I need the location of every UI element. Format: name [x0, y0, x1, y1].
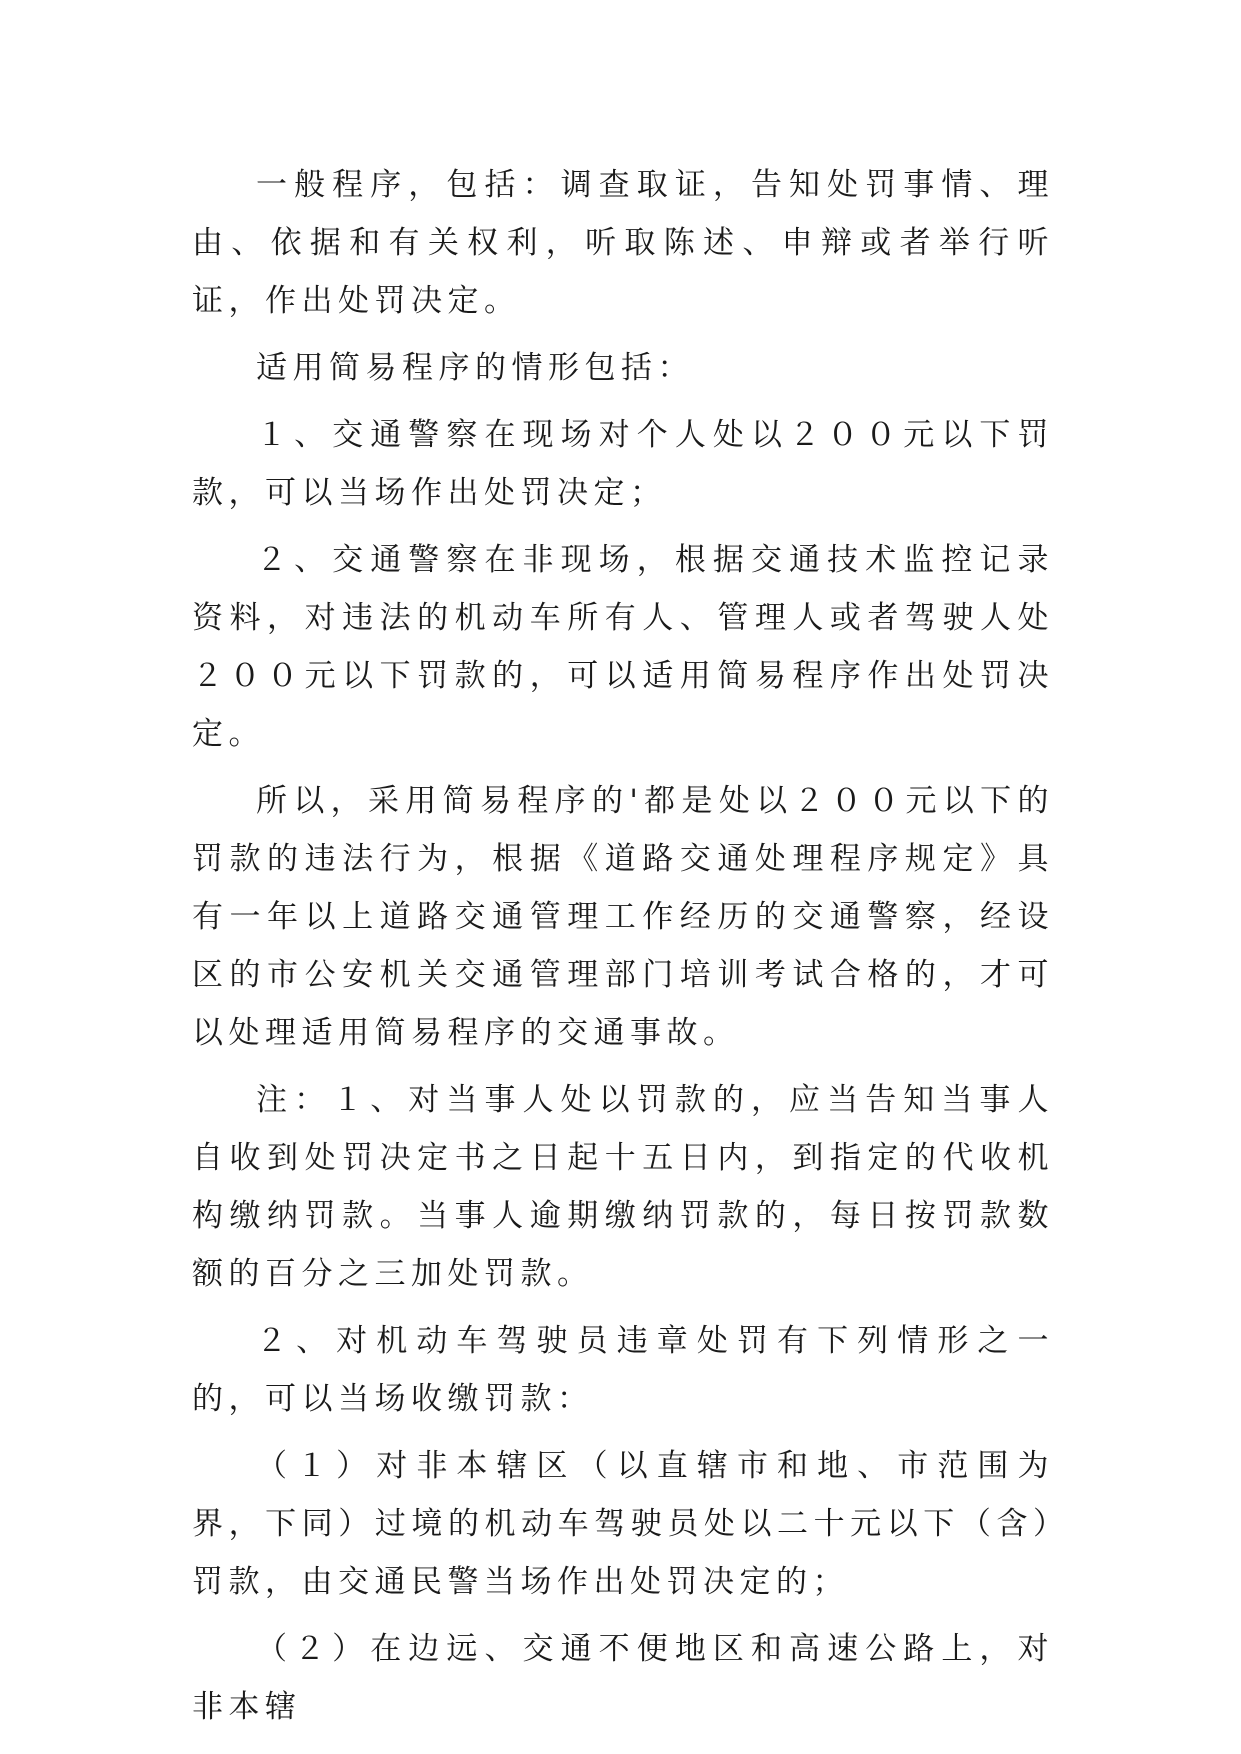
paragraph-general-procedure: 一般程序，包括：调查取证，告知处罚事情、理由、依据和有关权利，听取陈述、申辩或者举行听证，作出处罚决定。: [192, 167, 1054, 319]
paragraph-conclusion: 所以，采用简易程序的'都是处以２００元以下的罚款的违法行为，根据《道路交通处理程序规定》具有一年以上道路交通管理工作经历的交通警察，经设区的市公安机关交通管理部门培训考试合格的，才可以处理适用简易程序的交通事故。: [192, 783, 1054, 1051]
document-body: [192, 156, 1054, 1745]
paragraph-item-1: １、交通警察在现场对个人处以２００元以下罚款，可以当场作出处罚决定；: [192, 417, 1054, 511]
paragraph-subitem-2: （２）在边远、交通不便地区和高速公路上，对非本辖: [192, 1631, 1054, 1725]
paragraph-item-2: ２、交通警察在非现场，根据交通技术监控记录资料，对违法的机动车所有人、管理人或者驾驶人处２００元以下罚款的，可以适用简易程序作出处罚决定。: [192, 542, 1054, 752]
paragraph-simple-procedure-intro: 适用简易程序的情形包括：: [256, 350, 694, 386]
paragraph-note-1: 注：１、对当事人处以罚款的，应当告知当事人自收到处罚决定书之日起十五日内，到指定的代收机构缴纳罚款。当事人逾期缴纳罚款的，每日按罚款数额的百分之三加处罚款。: [192, 1082, 1054, 1292]
paragraph-subitem-1: （１）对非本辖区（以直辖市和地、市范围为界，下同）过境的机动车驾驶员处以二十元以下（含）罚款，由交通民警当场作出处罚决定的；: [192, 1448, 1054, 1600]
paragraph-note-2: ２、对机动车驾驶员违章处罚有下列情形之一的，可以当场收缴罚款：: [192, 1323, 1054, 1417]
